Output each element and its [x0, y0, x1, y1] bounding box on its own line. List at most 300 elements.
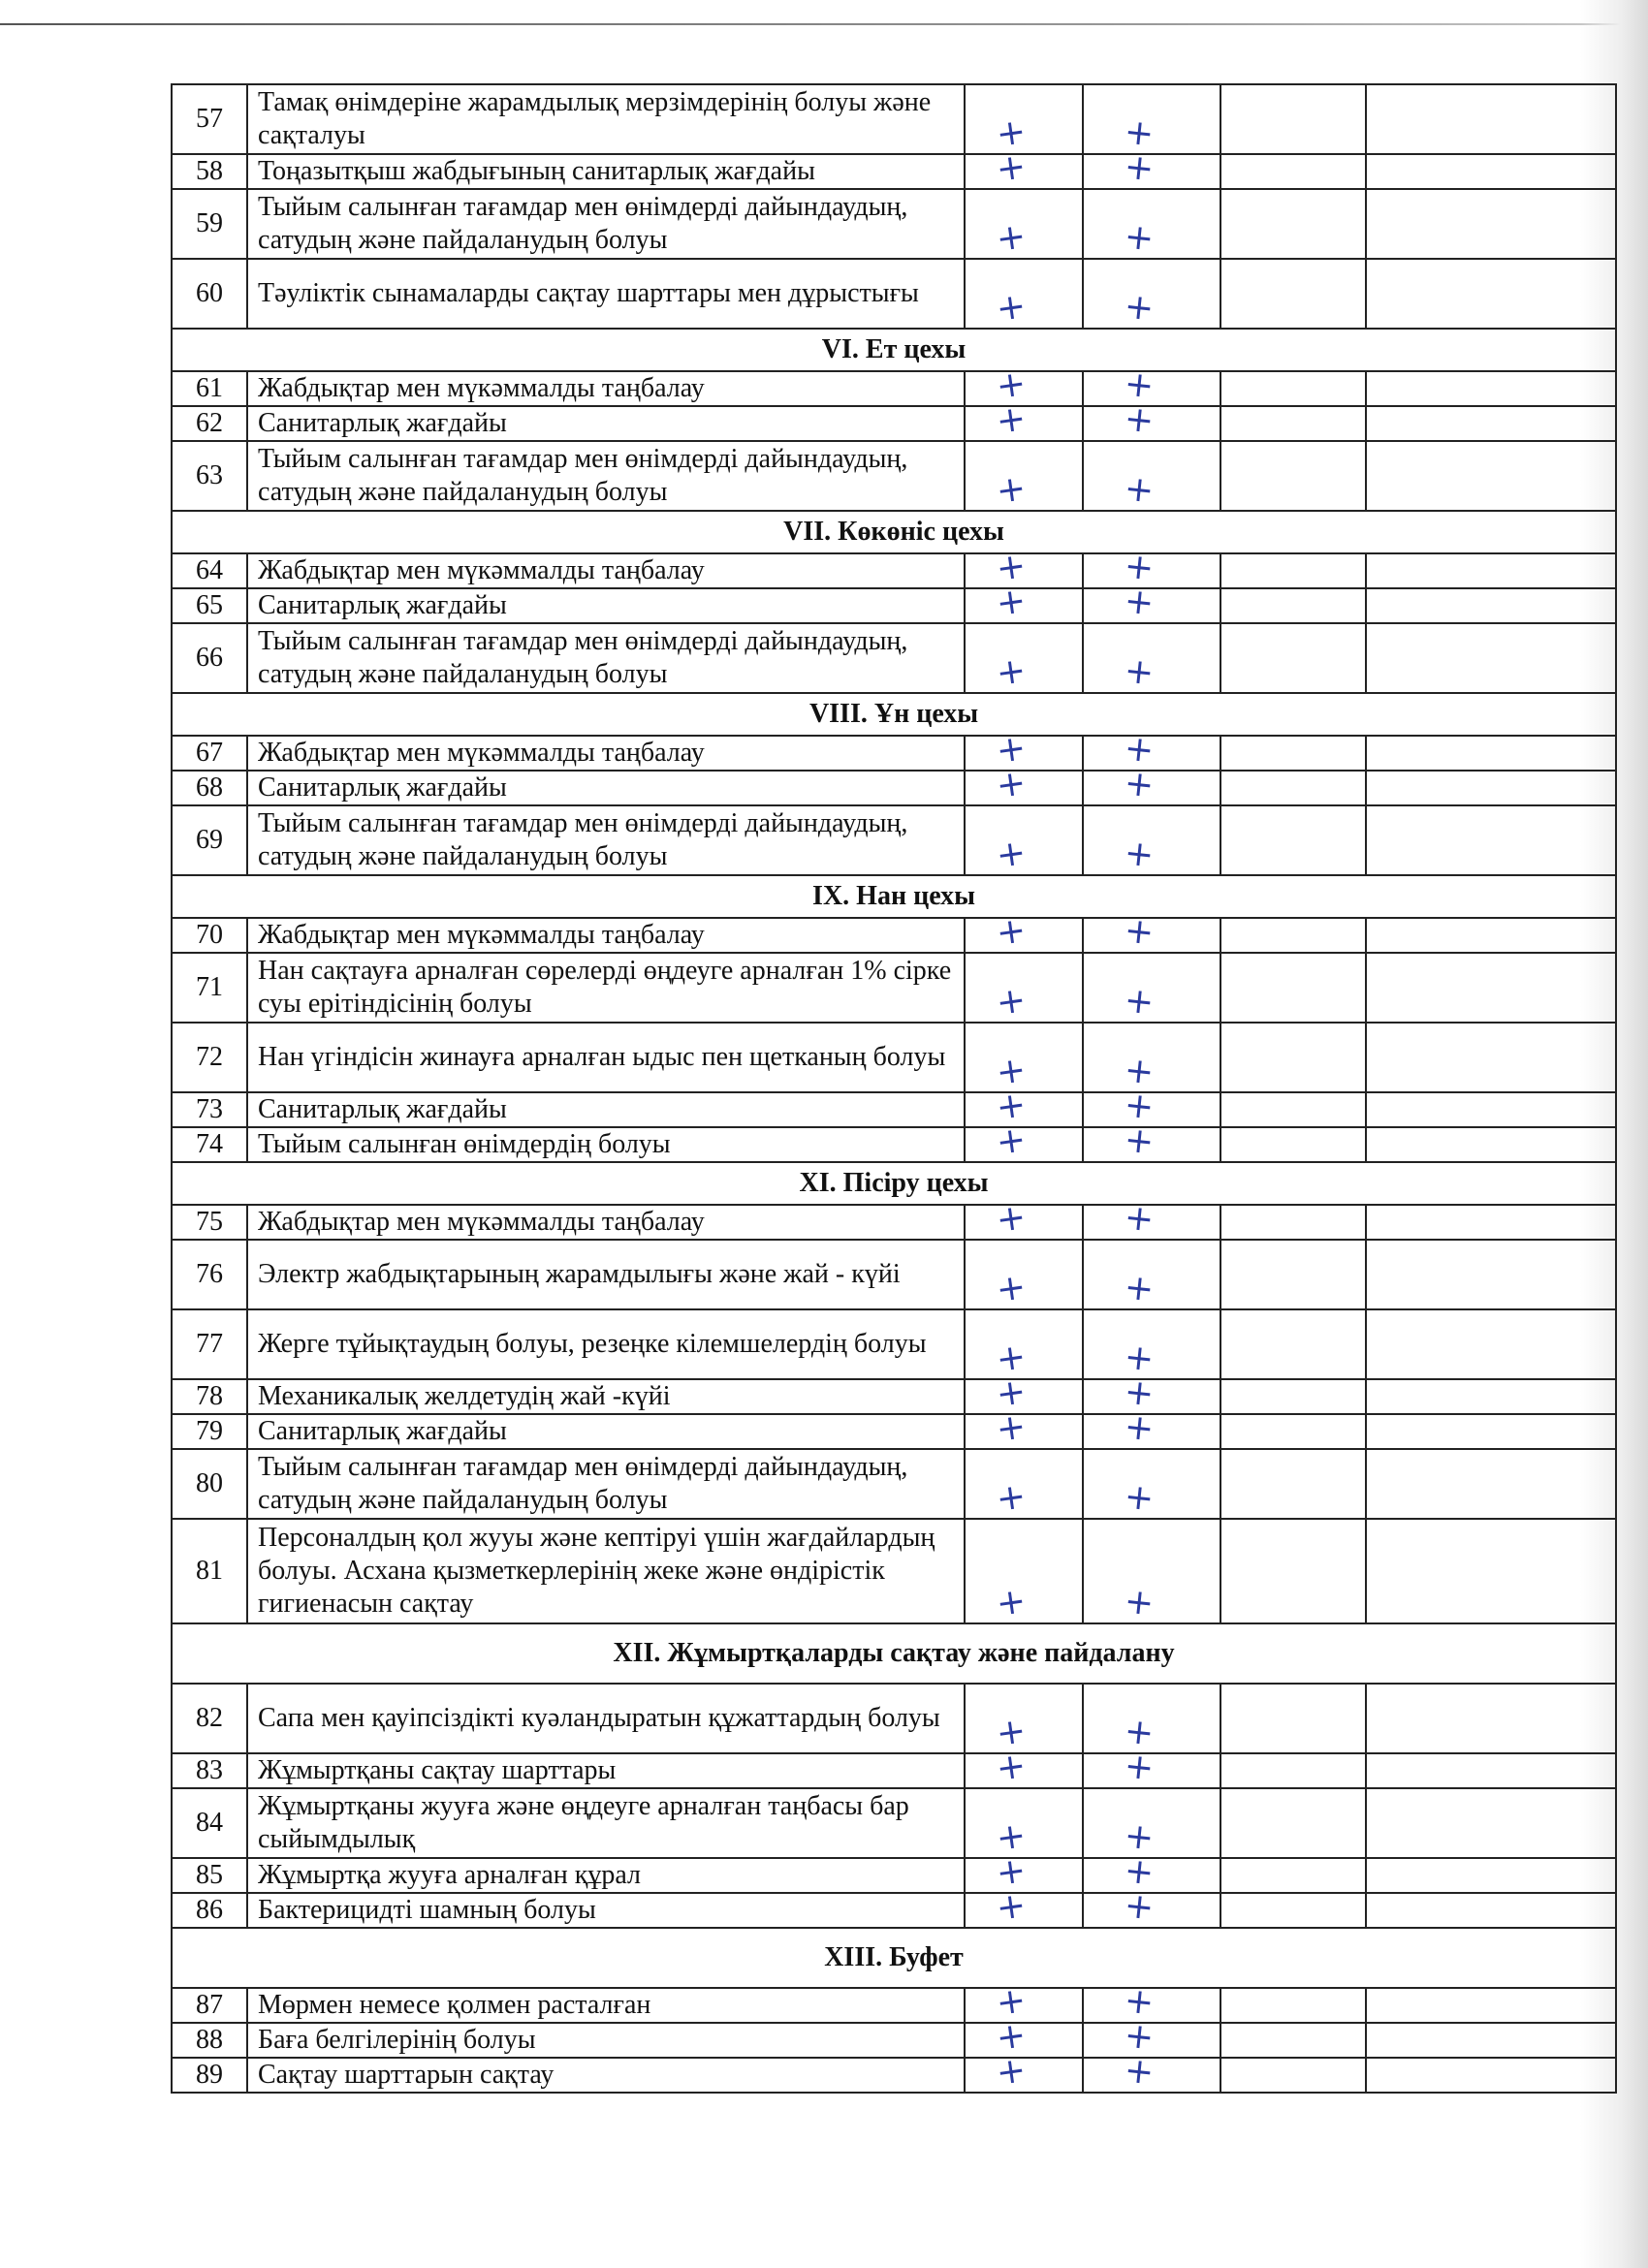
empty-cell-2	[1366, 259, 1616, 329]
handwritten-plus-mark: +	[1122, 468, 1157, 512]
criterion-text: Тыйым салынған тағамдар мен өнімдерді дайындаудың, сатудың және пайдаланудың болуы	[247, 1449, 965, 1519]
checklist-row	[172, 441, 1616, 511]
handwritten-plus-mark: +	[1122, 1267, 1157, 1310]
row-number: 62	[172, 406, 247, 441]
empty-cell-2	[1366, 588, 1616, 623]
empty-cell-2	[1366, 1092, 1616, 1127]
empty-cell-2	[1366, 953, 1616, 1023]
criterion-text: Санитарлық жағдайы	[247, 1414, 965, 1449]
handwritten-plus-mark: +	[994, 1197, 1029, 1241]
empty-cell-1	[1220, 1414, 1366, 1449]
mark-cell-1	[965, 146, 1083, 190]
handwritten-plus-mark: +	[994, 728, 1029, 772]
handwritten-plus-mark: +	[994, 216, 1029, 260]
criterion-text: Тыйым салынған тағамдар мен өнімдерді дайындаудың, сатудың және пайдаланудың болуы	[247, 805, 965, 875]
empty-cell-1	[1220, 371, 1366, 406]
criterion-text: Санитарлық жағдайы	[247, 771, 965, 805]
section-title: XIII. Буфет	[172, 1928, 1616, 1988]
mark-cell-1	[965, 1085, 1083, 1128]
mark-cell-2	[1083, 1023, 1220, 1092]
handwritten-plus-mark: +	[1122, 546, 1157, 589]
handwritten-plus-mark: +	[1122, 1050, 1157, 1093]
empty-cell-1	[1220, 2058, 1366, 2093]
handwritten-plus-mark: +	[1122, 581, 1157, 624]
checklist-row	[172, 1205, 1616, 1240]
mark-cell-2	[1083, 910, 1220, 954]
criterion-text: Жабдықтар мен мүкәммалды таңбалау	[247, 736, 965, 771]
mark-cell-2	[1083, 1240, 1220, 1309]
criterion-text: Жабдықтар мен мүкәммалды таңбалау	[247, 1205, 965, 1240]
handwritten-plus-mark: +	[994, 1746, 1029, 1789]
checklist-row	[172, 189, 1616, 259]
row-number: 66	[172, 623, 247, 693]
row-number: 63	[172, 441, 247, 511]
handwritten-plus-mark: +	[994, 2050, 1029, 2094]
row-number: 68	[172, 771, 247, 805]
empty-cell-1	[1220, 805, 1366, 875]
handwritten-plus-mark: +	[1122, 2015, 1157, 2059]
handwritten-plus-mark: +	[994, 546, 1029, 589]
empty-cell-1	[1220, 1858, 1366, 1893]
mark-cell-1	[965, 1197, 1083, 1241]
empty-cell-2	[1366, 406, 1616, 441]
criterion-text: Мөрмен немесе қолмен расталған	[247, 1988, 965, 2023]
criterion-text: Бактерицидті шамның болуы	[247, 1893, 965, 1928]
criterion-text: Жабдықтар мен мүкәммалды таңбалау	[247, 553, 965, 588]
checklist-row	[172, 588, 1616, 623]
mark-cell-1	[965, 398, 1083, 442]
handwritten-plus-mark: +	[1122, 1476, 1157, 1520]
empty-cell-2	[1366, 623, 1616, 693]
row-number: 79	[172, 1414, 247, 1449]
empty-cell-1	[1220, 1893, 1366, 1928]
criterion-text: Тыйым салынған өнімдердің болуы	[247, 1127, 965, 1162]
mark-cell-1	[965, 805, 1083, 875]
criterion-text: Сапа мен қауіпсіздікті куәландыратын құжаттардың болуы	[247, 1684, 965, 1753]
handwritten-plus-mark: +	[1122, 111, 1157, 155]
handwritten-plus-mark: +	[1122, 1746, 1157, 1789]
mark-cell-2	[1083, 1119, 1220, 1163]
handwritten-plus-mark: +	[1122, 1850, 1157, 1894]
empty-cell-1	[1220, 553, 1366, 588]
checklist-row	[172, 1893, 1616, 1928]
empty-cell-1	[1220, 1023, 1366, 1092]
checklist-row	[172, 2058, 1616, 2093]
checklist-row	[172, 1379, 1616, 1414]
criterion-text: Электр жабдықтарының жарамдылығы және жай - күйі	[247, 1240, 965, 1309]
row-number: 59	[172, 189, 247, 259]
handwritten-plus-mark: +	[1122, 1711, 1157, 1754]
checklist-row	[172, 1309, 1616, 1379]
handwritten-plus-mark: +	[1122, 216, 1157, 260]
criterion-text: Тыйым салынған тағамдар мен өнімдерді дайындаудың, сатудың және пайдаланудың болуы	[247, 441, 965, 511]
mark-cell-2	[1083, 441, 1220, 511]
checklist-row	[172, 1788, 1616, 1858]
handwritten-plus-mark: +	[994, 581, 1029, 624]
handwritten-plus-mark: +	[994, 468, 1029, 512]
empty-cell-1	[1220, 1684, 1366, 1753]
empty-cell-1	[1220, 1788, 1366, 1858]
checklist-row	[172, 1414, 1616, 1449]
checklist-body	[172, 84, 1616, 2093]
handwritten-plus-mark: +	[994, 1406, 1029, 1450]
empty-cell-1	[1220, 1092, 1366, 1127]
criterion-text: Санитарлық жағдайы	[247, 406, 965, 441]
checklist-row	[172, 736, 1616, 771]
checklist-row	[172, 1240, 1616, 1309]
row-number: 67	[172, 736, 247, 771]
mark-cell-1	[965, 1449, 1083, 1519]
mark-cell-1	[965, 1371, 1083, 1415]
handwritten-plus-mark: +	[1122, 1371, 1157, 1415]
empty-cell-1	[1220, 259, 1366, 329]
empty-cell-1	[1220, 84, 1366, 154]
handwritten-plus-mark: +	[994, 1337, 1029, 1380]
empty-cell-2	[1366, 1684, 1616, 1753]
row-number: 89	[172, 2058, 247, 2093]
mark-cell-1	[965, 1885, 1083, 1929]
checklist-row	[172, 1988, 1616, 2023]
row-number: 82	[172, 1684, 247, 1753]
mark-cell-2	[1083, 1885, 1220, 1929]
handwritten-plus-mark: +	[994, 1980, 1029, 2024]
empty-cell-2	[1366, 84, 1616, 154]
criterion-text: Жабдықтар мен мүкәммалды таңбалау	[247, 371, 965, 406]
criterion-text: Тоңазытқыш жабдығының санитарлық жағдайы	[247, 154, 965, 189]
row-number: 57	[172, 84, 247, 154]
mark-cell-1	[965, 728, 1083, 772]
mark-cell-1	[965, 1023, 1083, 1092]
empty-cell-2	[1366, 1893, 1616, 1928]
handwritten-plus-mark: +	[994, 650, 1029, 694]
section-title: XII. Жұмыртқаларды сақтау және пайдалану	[172, 1623, 1616, 1684]
empty-cell-1	[1220, 189, 1366, 259]
criterion-text: Механикалық желдетудің жай -күйі	[247, 1379, 965, 1414]
checklist-row	[172, 84, 1616, 154]
checklist-row	[172, 406, 1616, 441]
row-number: 74	[172, 1127, 247, 1162]
empty-cell-2	[1366, 1023, 1616, 1092]
mark-cell-1	[965, 84, 1083, 154]
criterion-text: Баға белгілерінің болуы	[247, 2023, 965, 2058]
criterion-text: Жерге тұйықтаудың болуы, резеңке кілемшелердің болуы	[247, 1309, 965, 1379]
mark-cell-2	[1083, 1197, 1220, 1241]
handwritten-plus-mark: +	[1122, 1337, 1157, 1380]
mark-cell-2	[1083, 953, 1220, 1023]
handwritten-plus-mark: +	[1122, 1980, 1157, 2024]
empty-cell-2	[1366, 1127, 1616, 1162]
row-number: 80	[172, 1449, 247, 1519]
checklist-row	[172, 623, 1616, 693]
handwritten-plus-mark: +	[1122, 650, 1157, 694]
checklist-row	[172, 371, 1616, 406]
empty-cell-2	[1366, 736, 1616, 771]
empty-cell-2	[1366, 1379, 1616, 1414]
handwritten-plus-mark: +	[994, 2015, 1029, 2059]
mark-cell-1	[965, 953, 1083, 1023]
row-number: 65	[172, 588, 247, 623]
mark-cell-1	[965, 763, 1083, 806]
mark-cell-2	[1083, 623, 1220, 693]
mark-cell-1	[965, 1119, 1083, 1163]
criterion-text: Тыйым салынған тағамдар мен өнімдерді дайындаудың, сатудың және пайдаланудың болуы	[247, 189, 965, 259]
mark-cell-2	[1083, 1788, 1220, 1858]
empty-cell-2	[1366, 189, 1616, 259]
handwritten-plus-mark: +	[1122, 363, 1157, 407]
handwritten-plus-mark: +	[1122, 2050, 1157, 2094]
mark-cell-2	[1083, 805, 1220, 875]
checklist-row	[172, 953, 1616, 1023]
empty-cell-1	[1220, 953, 1366, 1023]
empty-cell-1	[1220, 1205, 1366, 1240]
criterion-text: Нан үгіндісін жинауға арналған ыдыс пен щетканың болуы	[247, 1023, 965, 1092]
section-header-row	[172, 1623, 1616, 1684]
checklist-row	[172, 771, 1616, 805]
mark-cell-1	[965, 1519, 1083, 1623]
empty-cell-2	[1366, 1449, 1616, 1519]
empty-cell-1	[1220, 1519, 1366, 1623]
mark-cell-1	[965, 363, 1083, 407]
criterion-text: Жабдықтар мен мүкәммалды таңбалау	[247, 918, 965, 953]
row-number: 60	[172, 259, 247, 329]
empty-cell-2	[1366, 1205, 1616, 1240]
handwritten-plus-mark: +	[1122, 398, 1157, 442]
empty-cell-1	[1220, 1309, 1366, 1379]
handwritten-plus-mark: +	[1122, 1885, 1157, 1929]
mark-cell-2	[1083, 84, 1220, 154]
handwritten-plus-mark: +	[1122, 833, 1157, 876]
scan-top-line	[0, 23, 1648, 25]
mark-cell-1	[965, 1240, 1083, 1309]
empty-cell-1	[1220, 406, 1366, 441]
empty-cell-2	[1366, 805, 1616, 875]
checklist-row	[172, 1127, 1616, 1162]
mark-cell-1	[965, 1746, 1083, 1789]
checklist-row	[172, 154, 1616, 189]
mark-cell-1	[965, 546, 1083, 589]
row-number: 72	[172, 1023, 247, 1092]
empty-cell-1	[1220, 918, 1366, 953]
empty-cell-1	[1220, 736, 1366, 771]
row-number: 87	[172, 1988, 247, 2023]
section-header-row	[172, 875, 1616, 918]
handwritten-plus-mark: +	[994, 1850, 1029, 1894]
handwritten-plus-mark: +	[1122, 763, 1157, 806]
empty-cell-2	[1366, 154, 1616, 189]
empty-cell-2	[1366, 1753, 1616, 1788]
mark-cell-2	[1083, 146, 1220, 190]
row-number: 71	[172, 953, 247, 1023]
row-number: 77	[172, 1309, 247, 1379]
empty-cell-1	[1220, 1753, 1366, 1788]
criterion-text: Санитарлық жағдайы	[247, 588, 965, 623]
mark-cell-2	[1083, 398, 1220, 442]
handwritten-plus-mark: +	[994, 1815, 1029, 1859]
handwritten-plus-mark: +	[1122, 728, 1157, 772]
mark-cell-2	[1083, 2050, 1220, 2094]
empty-cell-2	[1366, 771, 1616, 805]
section-header-row	[172, 693, 1616, 736]
handwritten-plus-mark: +	[994, 833, 1029, 876]
row-number: 64	[172, 553, 247, 588]
handwritten-plus-mark: +	[994, 1119, 1029, 1163]
empty-cell-2	[1366, 918, 1616, 953]
checklist-row	[172, 1449, 1616, 1519]
row-number: 69	[172, 805, 247, 875]
mark-cell-1	[965, 1406, 1083, 1450]
checklist-row	[172, 1858, 1616, 1893]
row-number: 85	[172, 1858, 247, 1893]
empty-cell-1	[1220, 154, 1366, 189]
mark-cell-1	[965, 259, 1083, 329]
criterion-text: Персоналдың қол жууы және кептіруі үшін жағдайлардың болуы. Асхана қызметкерлерінің жеке және өндірістік гигиенасын сақтау	[247, 1519, 965, 1623]
criterion-text: Тамақ өнімдеріне жарамдылық мерзімдерінің болуы және сақталуы	[247, 84, 965, 154]
mark-cell-1	[965, 1684, 1083, 1753]
mark-cell-2	[1083, 1684, 1220, 1753]
checklist-row	[172, 1092, 1616, 1127]
row-number: 70	[172, 918, 247, 953]
checklist-row	[172, 1753, 1616, 1788]
criterion-text: Тәуліктік сынамаларды сақтау шарттары мен дұрыстығы	[247, 259, 965, 329]
handwritten-plus-mark: +	[994, 363, 1029, 407]
row-number: 86	[172, 1893, 247, 1928]
section-header-row	[172, 329, 1616, 371]
handwritten-plus-mark: +	[994, 111, 1029, 155]
empty-cell-2	[1366, 1309, 1616, 1379]
row-number: 58	[172, 154, 247, 189]
row-number: 88	[172, 2023, 247, 2058]
empty-cell-2	[1366, 1788, 1616, 1858]
empty-cell-1	[1220, 1240, 1366, 1309]
checklist-row	[172, 1519, 1616, 1623]
mark-cell-1	[965, 1850, 1083, 1894]
section-title: VII. Көкөніс цехы	[172, 511, 1616, 553]
mark-cell-2	[1083, 1406, 1220, 1450]
row-number: 73	[172, 1092, 247, 1127]
section-header-row	[172, 1928, 1616, 1988]
mark-cell-2	[1083, 1449, 1220, 1519]
empty-cell-1	[1220, 2023, 1366, 2058]
empty-cell-2	[1366, 1858, 1616, 1893]
section-title: VIII. Ұн цехы	[172, 693, 1616, 736]
checklist-table	[171, 83, 1617, 2094]
mark-cell-2	[1083, 763, 1220, 806]
section-title: XI. Пісіру цехы	[172, 1162, 1616, 1205]
handwritten-plus-mark: +	[1122, 1119, 1157, 1163]
empty-cell-2	[1366, 441, 1616, 511]
handwritten-plus-mark: +	[1122, 980, 1157, 1024]
handwritten-plus-mark: +	[994, 1371, 1029, 1415]
handwritten-plus-mark: +	[1122, 1197, 1157, 1241]
mark-cell-2	[1083, 189, 1220, 259]
empty-cell-2	[1366, 1414, 1616, 1449]
handwritten-plus-mark: +	[994, 1581, 1029, 1624]
empty-cell-1	[1220, 1988, 1366, 2023]
handwritten-plus-mark: +	[1122, 1406, 1157, 1450]
row-number: 83	[172, 1753, 247, 1788]
row-number: 84	[172, 1788, 247, 1858]
mark-cell-1	[965, 623, 1083, 693]
row-number: 78	[172, 1379, 247, 1414]
row-number: 76	[172, 1240, 247, 1309]
handwritten-plus-mark: +	[994, 1085, 1029, 1128]
mark-cell-2	[1083, 259, 1220, 329]
handwritten-plus-mark: +	[1122, 146, 1157, 190]
empty-cell-1	[1220, 1127, 1366, 1162]
section-title: VI. Ет цехы	[172, 329, 1616, 371]
mark-cell-1	[965, 2050, 1083, 2094]
section-title: IX. Нан цехы	[172, 875, 1616, 918]
empty-cell-2	[1366, 2023, 1616, 2058]
mark-cell-1	[965, 2015, 1083, 2059]
criterion-text: Санитарлық жағдайы	[247, 1092, 965, 1127]
handwritten-plus-mark: +	[994, 1267, 1029, 1310]
criterion-text: Тыйым салынған тағамдар мен өнімдерді дайындаудың, сатудың және пайдаланудың болуы	[247, 623, 965, 693]
handwritten-plus-mark: +	[994, 1050, 1029, 1093]
handwritten-plus-mark: +	[1122, 910, 1157, 954]
empty-cell-1	[1220, 771, 1366, 805]
row-number: 75	[172, 1205, 247, 1240]
handwritten-plus-mark: +	[994, 910, 1029, 954]
row-number: 81	[172, 1519, 247, 1623]
handwritten-plus-mark: +	[1122, 286, 1157, 330]
mark-cell-1	[965, 581, 1083, 624]
mark-cell-1	[965, 910, 1083, 954]
checklist-row	[172, 1684, 1616, 1753]
mark-cell-1	[965, 189, 1083, 259]
handwritten-plus-mark: +	[994, 980, 1029, 1024]
criterion-text: Сақтау шарттарын сақтау	[247, 2058, 965, 2093]
handwritten-plus-mark: +	[994, 398, 1029, 442]
handwritten-plus-mark: +	[994, 763, 1029, 806]
checklist-row	[172, 553, 1616, 588]
section-header-row	[172, 511, 1616, 553]
empty-cell-1	[1220, 588, 1366, 623]
handwritten-plus-mark: +	[994, 1476, 1029, 1520]
criterion-text: Нан сақтауға арналған сөрелерді өңдеуге арналған 1% сірке суы ерітіндісінің болуы	[247, 953, 965, 1023]
mark-cell-1	[965, 1980, 1083, 2024]
mark-cell-2	[1083, 581, 1220, 624]
mark-cell-1	[965, 1309, 1083, 1379]
handwritten-plus-mark: +	[1122, 1085, 1157, 1128]
handwritten-plus-mark: +	[994, 1885, 1029, 1929]
criterion-text: Жұмыртқаны жууға және өңдеуге арналған таңбасы бар сыйымдылық	[247, 1788, 965, 1858]
empty-cell-2	[1366, 1519, 1616, 1623]
handwritten-plus-mark: +	[994, 1711, 1029, 1754]
empty-cell-2	[1366, 2058, 1616, 2093]
criterion-text: Жұмыртқаны сақтау шарттары	[247, 1753, 965, 1788]
empty-cell-1	[1220, 623, 1366, 693]
checklist-row	[172, 918, 1616, 953]
mark-cell-1	[965, 441, 1083, 511]
checklist-row	[172, 259, 1616, 329]
checklist-row	[172, 2023, 1616, 2058]
mark-cell-1	[965, 1788, 1083, 1858]
criterion-text: Жұмыртқа жууға арналған құрал	[247, 1858, 965, 1893]
checklist-row	[172, 1023, 1616, 1092]
empty-cell-2	[1366, 553, 1616, 588]
handwritten-plus-mark: +	[994, 286, 1029, 330]
empty-cell-2	[1366, 1240, 1616, 1309]
handwritten-plus-mark: +	[994, 146, 1029, 190]
empty-cell-2	[1366, 1988, 1616, 2023]
empty-cell-1	[1220, 441, 1366, 511]
checklist-sheet	[171, 83, 1615, 2094]
mark-cell-2	[1083, 1519, 1220, 1623]
row-number: 61	[172, 371, 247, 406]
section-header-row	[172, 1162, 1616, 1205]
mark-cell-2	[1083, 1309, 1220, 1379]
